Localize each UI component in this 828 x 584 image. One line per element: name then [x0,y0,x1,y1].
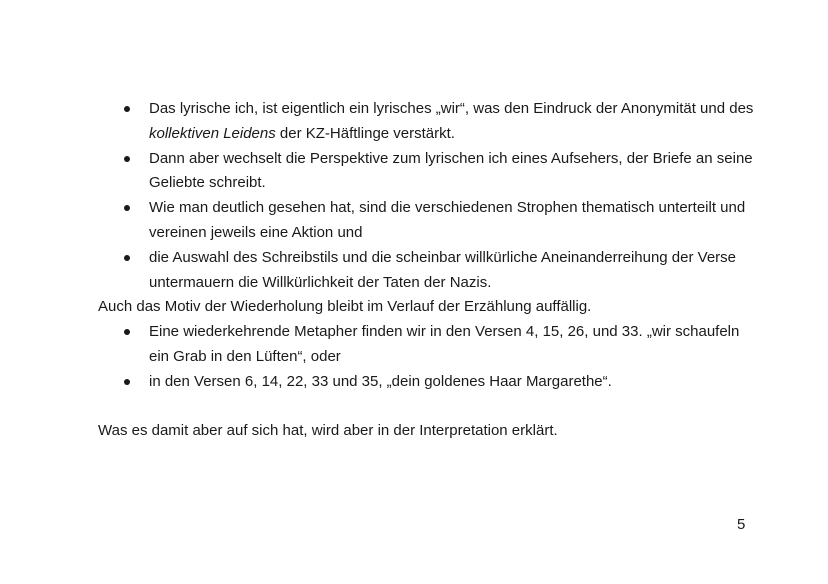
page-number: 5 [737,516,746,533]
bullet-list-metaphors [98,320,758,394]
list-item [98,97,758,147]
paragraph-spacer [98,395,758,420]
list-item: Wie man deutlich gesehen hat, sind die verschiedenen Strophen thematisch unterteilt und vereinen jeweils eine Aktion und [98,196,758,246]
list-item-text: der KZ-Häftlinge verstärkt. [275,124,455,142]
paragraph-conclusion: Was es damit aber auf sich hat, wird aber in der Interpretation erklärt. [98,422,558,440]
paragraph-repetition-motif: Auch das Motiv der Wiederholung bleibt im Verlauf der Erzählung auffällig. [98,298,592,316]
list-item: in den Versen 6, 14, 22, 33 und 35, „dein goldenes Haar Margarethe“. [98,370,758,395]
list-item: die Auswahl des Schreibstils und die scheinbar willkürliche Aneinanderreihung der Verse untermauern die Willkürlichkeit der Taten der Nazis. [98,246,758,296]
list-item: Dann aber wechselt die Perspektive zum lyrischen ich eines Aufsehers, der Briefe an seine Geliebte schreibt. [98,147,758,197]
page-content [98,97,758,444]
list-item: Eine wiederkehrende Metapher finden wir in den Versen 4, 15, 26, und 33. „wir schaufeln ein Grab in den Lüften“, oder [98,320,758,370]
emphasized-text: kollektiven Leidens [149,124,276,142]
bullet-list-stylistics [98,97,758,295]
list-item-text: Das lyrische ich, ist eigentlich ein lyrisches „wir“, was den Eindruck der Anonymität und des [149,100,754,117]
